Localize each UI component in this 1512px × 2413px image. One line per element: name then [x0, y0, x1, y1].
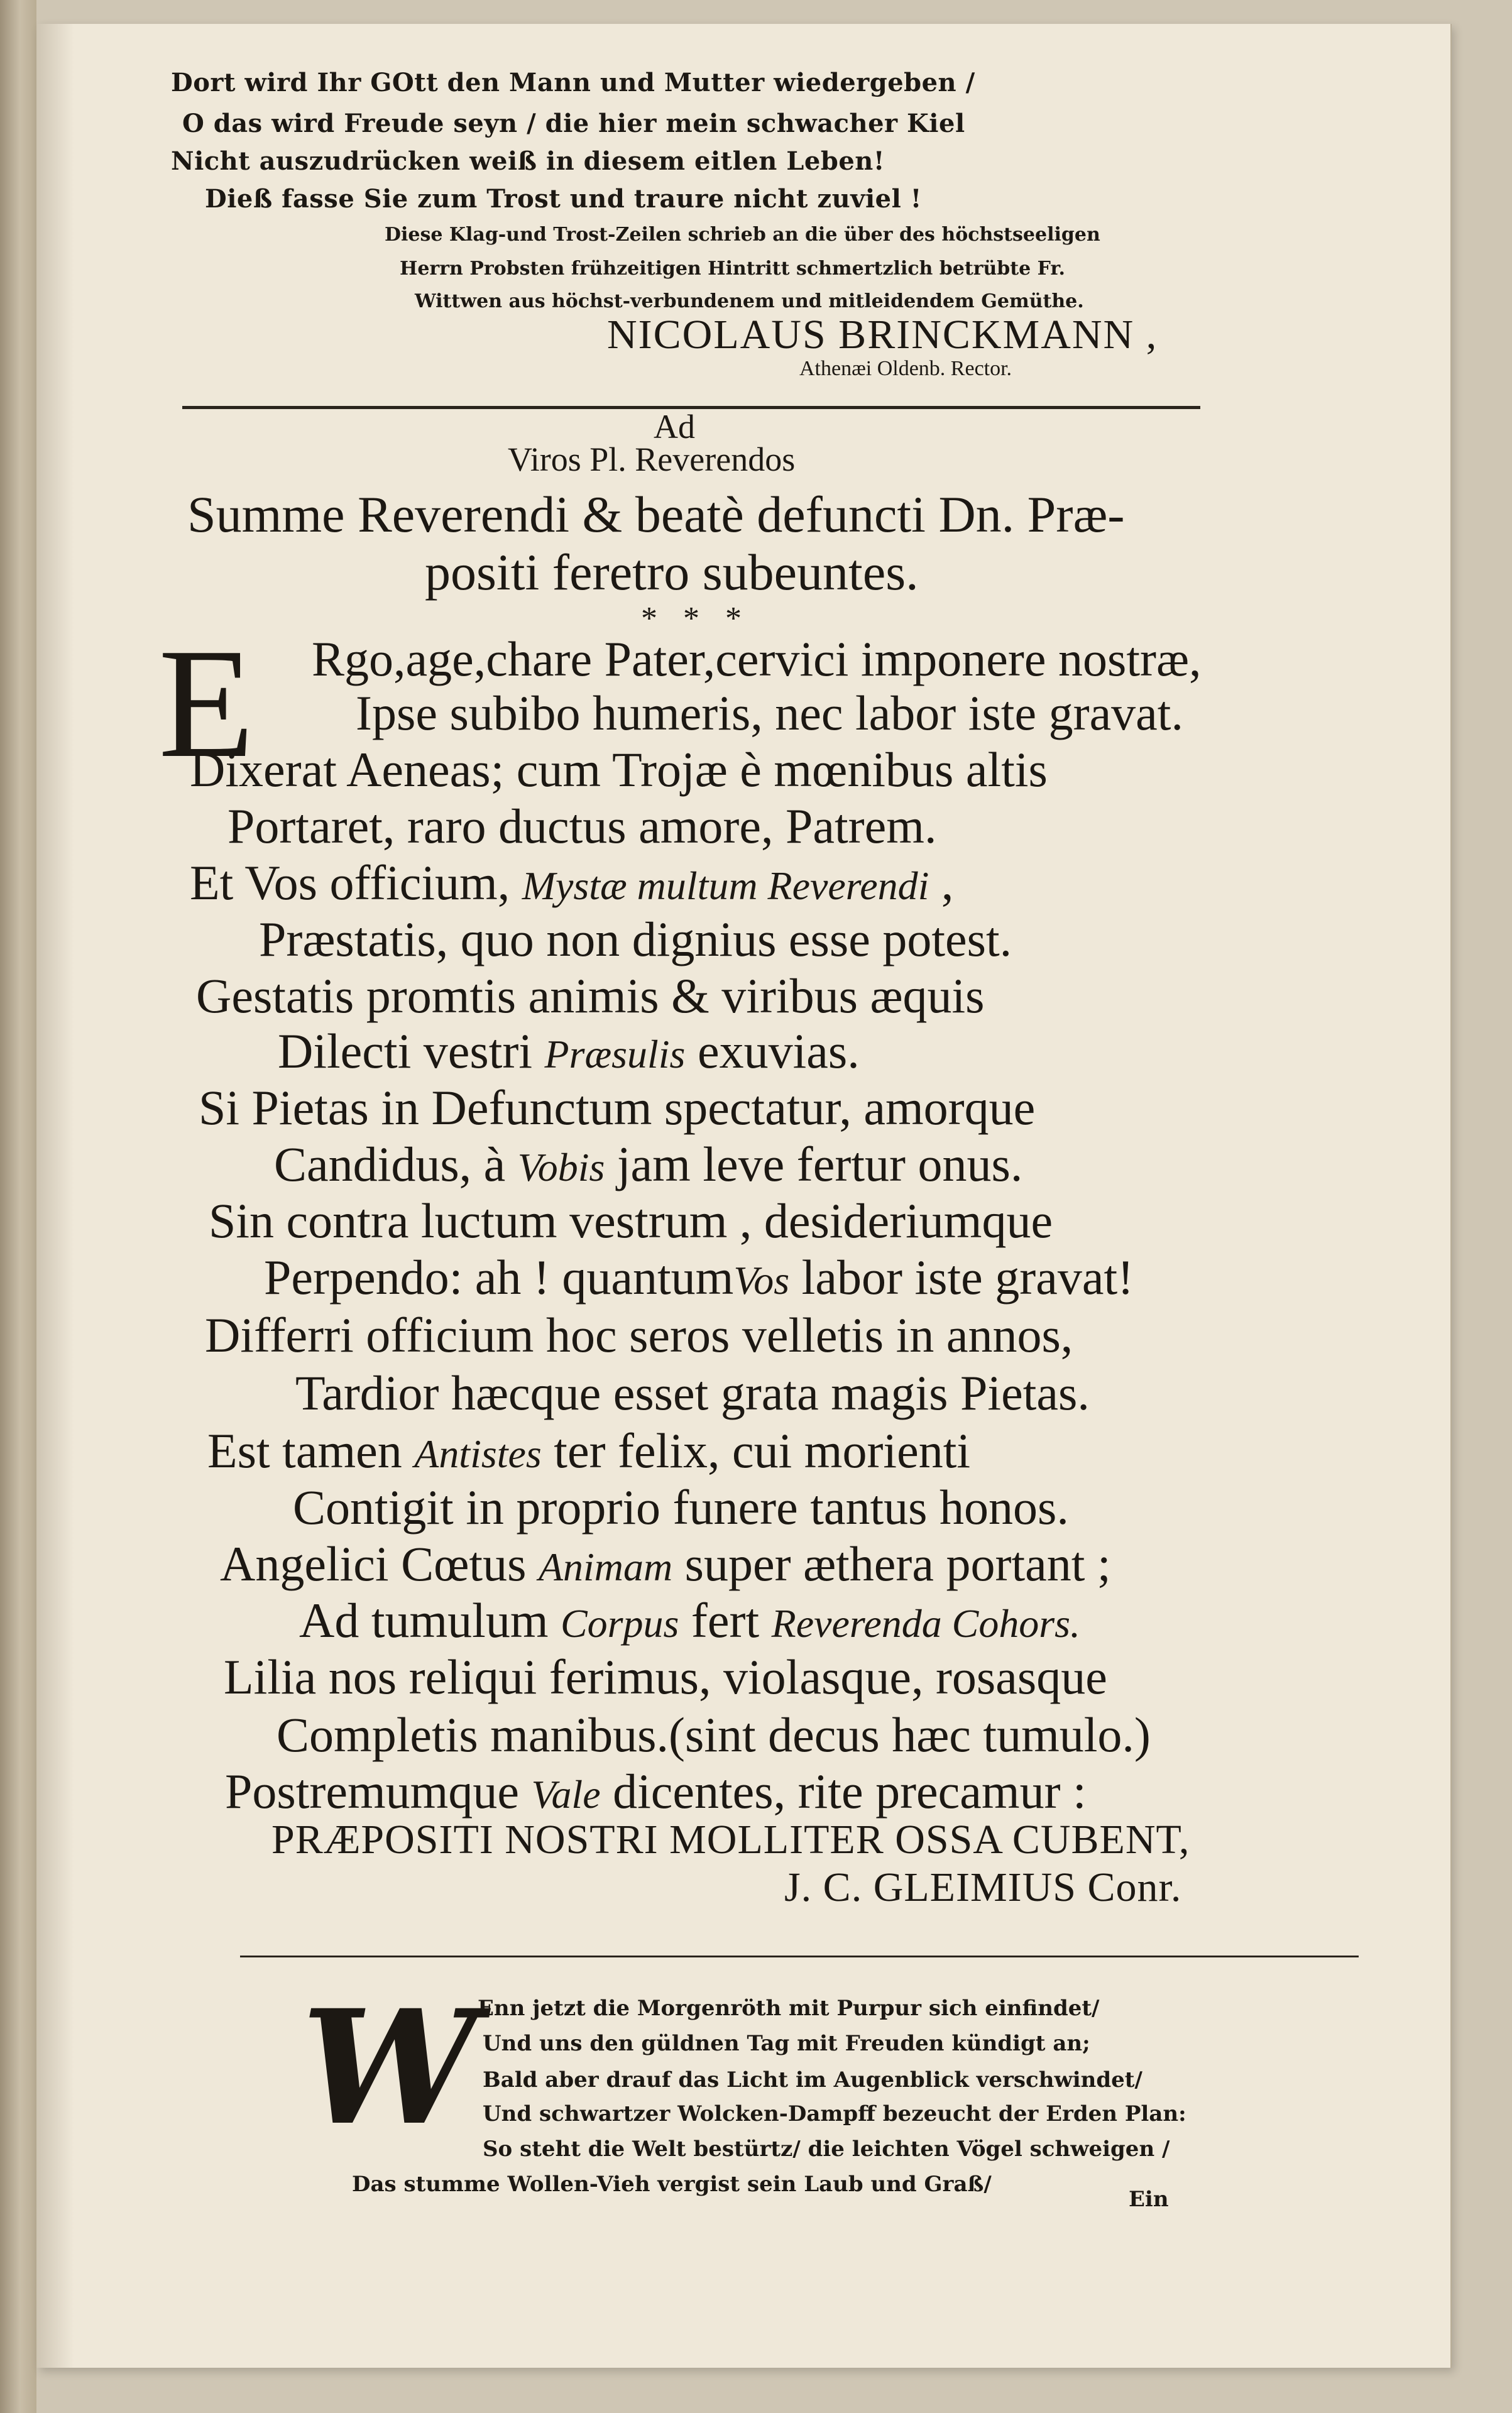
book-binding-edge: [0, 0, 36, 2413]
poem-line-21-c: dicentes, rite precamur :: [613, 1764, 1087, 1819]
poem-line-8-a: Dilecti vestri: [278, 1024, 533, 1078]
poem-line-5-a: Et Vos officium,: [190, 855, 510, 910]
poem-line-15: [207, 1423, 970, 1479]
poem-line-5-c: ,: [941, 855, 954, 910]
poem-line-18-c: fert: [691, 1593, 760, 1648]
divider-rule-bottom: [240, 1956, 1359, 1957]
latin-heading-line-1: Viros Pl. Reverendos: [508, 440, 796, 478]
german-top-line-6: Herrn Probsten frühzeitigen Hintritt schmertzlich betrübte Fr.: [400, 258, 1065, 280]
german-top-line-4: Dieß fasse Sie zum Trost und traure nicht zuviel !: [205, 184, 922, 214]
poem-line-21-italic: Vale: [531, 1772, 601, 1817]
poem-line-16: Contigit in proprio funere tantus honos.: [293, 1480, 1069, 1535]
poem-line-15-c: ter felix, cui morienti: [554, 1423, 971, 1478]
poem-line-9: Si Pietas in Defunctum spectatur, amorque: [199, 1080, 1036, 1135]
latin-heading-line-2: Summe Reverendi & beatè defuncti Dn. Præ-: [187, 486, 1125, 543]
poem-line-18-italic-1: Corpus: [561, 1601, 679, 1646]
poem-line-8-italic: Præsulis: [544, 1032, 686, 1076]
german-top-line-3: Nicht auszudrücken weiß in diesem eitlen Leben!: [171, 146, 885, 176]
poem-line-6: Præstatis, quo non dignius esse potest.: [259, 912, 1012, 966]
poem-line-8-c: exuvias.: [697, 1024, 860, 1078]
signature-1-title: Athenæi Oldenb. Rector.: [799, 357, 1012, 380]
german-top-line-2: O das wird Freude seyn / die hier mein schwacher Kiel: [182, 109, 965, 138]
poem-line-21-a: Postremumque: [225, 1764, 519, 1819]
drop-cap-w: W: [301, 1975, 478, 2160]
poem-line-10-c: jam leve fertur onus.: [616, 1137, 1023, 1191]
poem-line-12: [264, 1249, 1134, 1306]
german-top-line-7: Wittwen aus höchst-verbundenem und mitleidendem Gemüthe.: [415, 290, 1084, 312]
latin-heading-line-3: positi feretro subeuntes.: [425, 544, 919, 601]
poem-line-19: Lilia nos reliqui ferimus, violasque, rosasque: [224, 1650, 1107, 1704]
poem-line-15-a: Est tamen: [207, 1423, 402, 1478]
poem-line-12-c: labor iste gravat!: [801, 1250, 1134, 1305]
poem-line-8: [278, 1023, 860, 1080]
poem-line-22: PRÆPOSITI NOSTRI MOLLITER OSSA CUBENT,: [271, 1817, 1190, 1863]
latin-heading-ad: Ad: [654, 408, 695, 446]
poem-line-10-a: Candidus, à: [274, 1137, 506, 1191]
german-top-line-5: Diese Klag-und Trost-Zeilen schrieb an die über des höchstseeligen: [385, 224, 1100, 246]
german-top-line-1: Dort wird Ihr GOtt den Mann und Mutter wiedergeben /: [171, 68, 975, 97]
poem-line-21: [225, 1763, 1087, 1820]
german-bottom-line-5: So steht die Welt bestürtz/ die leichten Vögel schweigen /: [483, 2137, 1170, 2162]
drop-cap-e: E: [158, 616, 255, 791]
poem-line-17-a: Angelici Cœtus: [220, 1536, 527, 1591]
poem-line-10: [274, 1136, 1022, 1193]
asterism: * * *: [641, 601, 750, 637]
german-bottom-line-2: Und uns den güldnen Tag mit Freuden kündigt an;: [483, 2031, 1090, 2056]
poem-line-18-italic-2: Reverenda Cohors.: [771, 1601, 1081, 1646]
poem-line-15-italic: Antistes: [414, 1431, 542, 1476]
poem-line-10-italic: Vobis: [517, 1145, 605, 1190]
poem-line-17-c: super æthera portant ;: [684, 1536, 1111, 1591]
poem-line-4: Portaret, raro ductus amore, Patrem.: [227, 799, 937, 853]
signature-1-name: NICOLAUS BRINCKMANN ,: [607, 312, 1158, 358]
page-spine-shadow: [36, 24, 74, 2368]
poem-line-20: Completis manibus.(sint decus hæc tumulo.): [277, 1707, 1151, 1762]
german-bottom-line-3: Bald aber drauf das Licht im Augenblick verschwindet/: [483, 2067, 1142, 2093]
poem-line-1: Rgo,age,chare Pater,cervici imponere nostræ,: [312, 632, 1202, 686]
poem-line-7: Gestatis promtis animis & viribus æquis: [196, 968, 985, 1023]
poem-line-14: Tardior hæcque esset grata magis Pietas.: [295, 1365, 1090, 1420]
poem-line-2: Ipse subibo humeris, nec labor iste gravat.: [356, 686, 1183, 740]
poem-line-17: [220, 1536, 1111, 1592]
poem-line-18-a: Ad tumulum: [299, 1593, 549, 1648]
poem-line-5: [190, 855, 953, 911]
poem-line-5-italic: Mystæ multum Reverendi: [522, 863, 929, 908]
poem-line-17-italic: Animam: [538, 1545, 673, 1589]
poem-line-12-a: Perpendo: ah ! quantum: [264, 1250, 734, 1305]
german-bottom-line-4: Und schwartzer Wolcken-Dampff bezeucht der Erden Plan:: [483, 2101, 1186, 2126]
poem-line-18: [299, 1592, 1080, 1649]
catchword: Ein: [1129, 2187, 1169, 2212]
poem-line-12-italic: Vos: [733, 1258, 790, 1303]
poem-line-11: Sin contra luctum vestrum , desideriumque: [209, 1193, 1053, 1248]
german-bottom-line-6: Das stumme Wollen-Vieh vergist sein Laub und Graß/: [352, 2172, 992, 2197]
german-bottom-line-1: Enn jetzt die Morgenröth mit Purpur sich einfindet/: [478, 1996, 1100, 2021]
signature-2-name: J. C. GLEIMIUS Conr.: [784, 1864, 1182, 1910]
poem-line-13: Differri officium hoc seros velletis in annos,: [205, 1308, 1073, 1362]
poem-line-3: Dixerat Aeneas; cum Trojæ è mœnibus altis: [190, 742, 1048, 797]
